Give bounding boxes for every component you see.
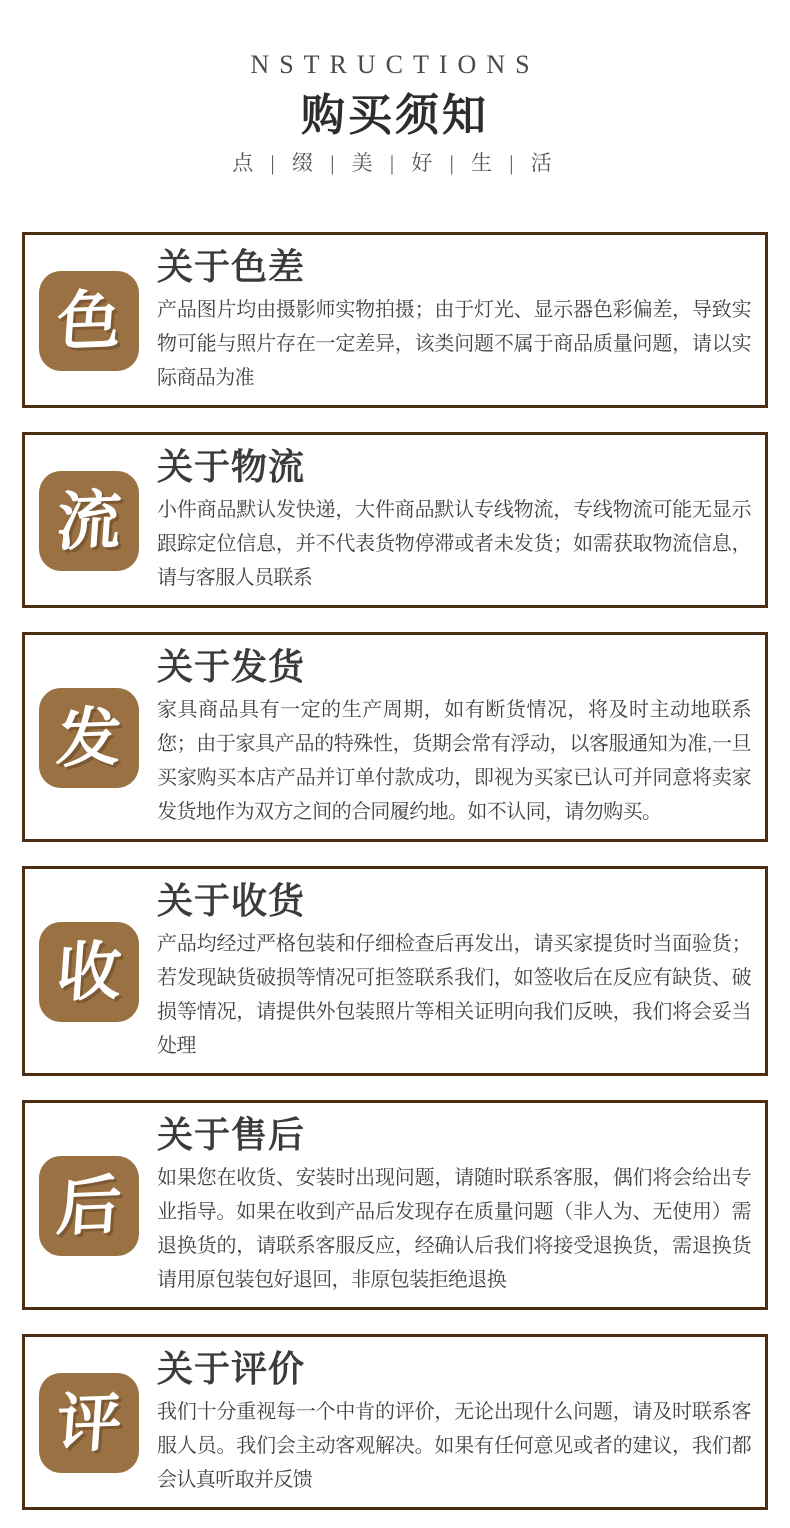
page-header [0, 0, 790, 176]
notice-badge-icon [39, 471, 139, 571]
notice-badge-icon [39, 271, 139, 371]
header-eyebrow: NSTRUCTIONS [250, 50, 540, 79]
notice-badge-character: 发 [54, 700, 124, 776]
notice-body-text: 如果您在收货、安装时出现问题，请随时联系客服，偶们将会给出专业指导。如果在收到产品后发现存在质量问题（非人为、无使用）需退换货的，请联系客服反应，经确认后我们将接受退换货，需退换货请用原包装包好退回，非原包装拒绝退换 [157, 1167, 751, 1291]
notice-badge-icon [39, 1373, 139, 1473]
notice-body-text: 家具商品具有一定的生产周期，如有断货情况，将及时主动地联系您；由于家具产品的特殊性，货期会常有浮动，以客服通知为准,一旦买家购买本店产品并订单付款成功，即视为买家已认可并同意将卖家发货地作为双方之间的合同履约地。如不认同，请勿购买。 [157, 699, 751, 823]
notice-badge-character: 评 [54, 1385, 124, 1461]
notice-title: 关于评价 [157, 1348, 306, 1389]
notice-badge-character: 后 [54, 1168, 124, 1244]
notice-card [22, 232, 768, 408]
notice-content [157, 881, 751, 1063]
notice-badge-character: 收 [54, 934, 124, 1010]
notice-body-text: 产品图片均由摄影师实物拍摄；由于灯光、显示器色彩偏差，导致实物可能与照片存在一定差异，该类问题不属于商品质量问题，请以实际商品为准 [157, 299, 751, 389]
notice-badge-icon [39, 922, 139, 1022]
notice-card [22, 1334, 768, 1510]
notice-content [157, 647, 751, 829]
notice-content [157, 1115, 751, 1297]
notice-content [157, 247, 751, 395]
notice-card [22, 632, 768, 842]
notice-body-text: 产品均经过严格包装和仔细检查后再发出，请买家提货时当面验货；若发现缺货破损等情况可拒签联系我们，如签收后在反应有缺货、破损等情况，请提供外包装照片等相关证明向我们反映，我们将会妥当处理 [157, 933, 751, 1057]
page-title: 购买须知 [301, 91, 489, 140]
notice-title: 关于发货 [157, 646, 306, 687]
notice-card [22, 866, 768, 1076]
notice-card [22, 432, 768, 608]
notice-body-text: 小件商品默认发快递，大件商品默认专线物流，专线物流可能无显示跟踪定位信息，并不代表货物停滞或者未发货；如需获取物流信息，请与客服人员联系 [157, 499, 751, 589]
notice-badge-character: 流 [54, 483, 124, 559]
notice-title: 关于售后 [157, 1114, 306, 1155]
notice-title: 关于收货 [157, 880, 306, 921]
notice-content [157, 1349, 751, 1497]
notice-badge-icon [39, 1156, 139, 1256]
notice-content [157, 447, 751, 595]
notice-badge-character: 色 [54, 283, 124, 359]
notice-title: 关于物流 [157, 446, 306, 487]
notice-body-text: 我们十分重视每一个中肯的评价，无论出现什么问题，请及时联系客服人员。我们会主动客观解决。如果有任何意见或者的建议，我们都会认真听取并反馈 [157, 1401, 751, 1491]
header-tagline: 点 | 缀 | 美 | 好 | 生 | 活 [232, 151, 558, 175]
notice-badge-icon [39, 688, 139, 788]
notice-card [22, 1100, 768, 1310]
notice-title: 关于色差 [157, 246, 306, 287]
notice-sections-list [22, 232, 768, 1510]
